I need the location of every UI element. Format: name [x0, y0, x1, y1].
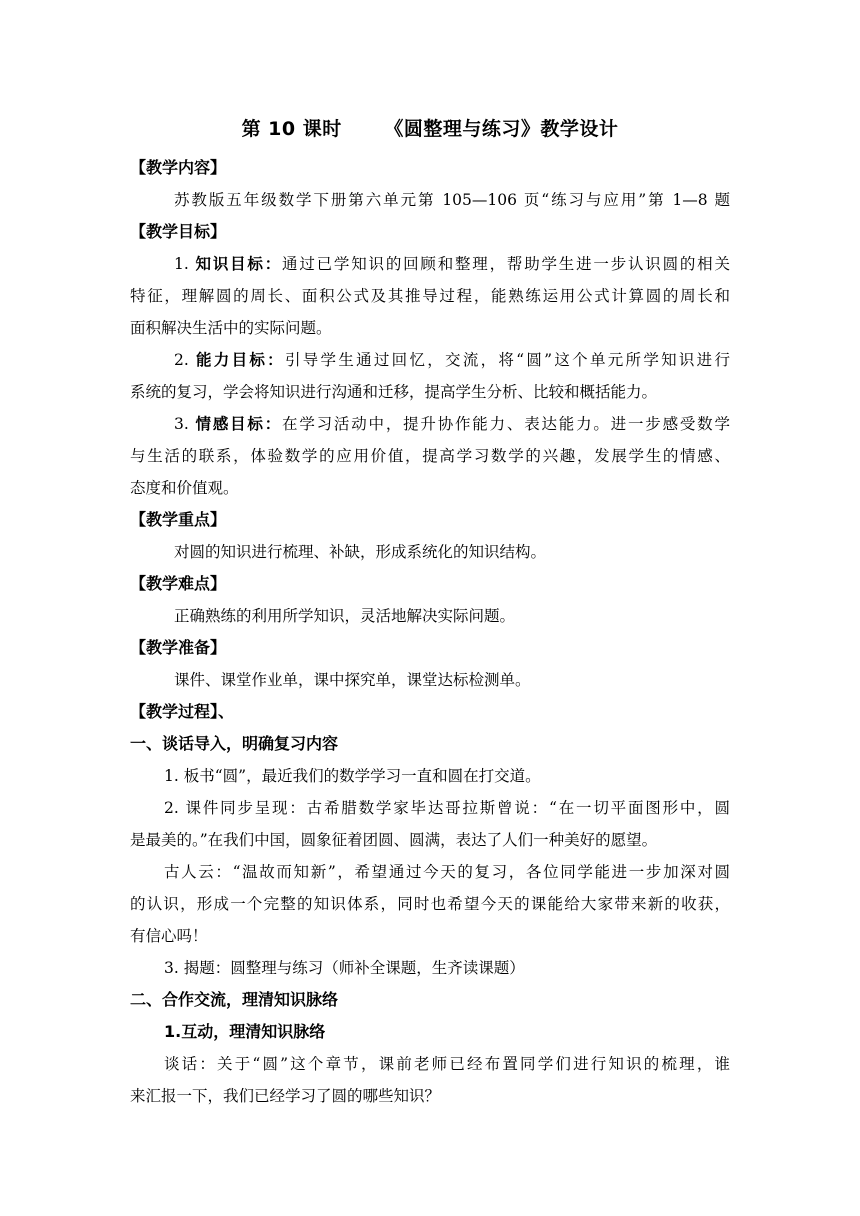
page-title: 第 10 课时 《圆整理与练习》教学设计	[241, 118, 619, 140]
key-points-text: 对圆的知识进行梳理、补缺，形成系统化的知识结构。	[174, 543, 547, 561]
objective-3-line-1: 3. 情感目标：在学习活动中，提升协作能力、表达能力。进一步感受数学	[174, 415, 730, 433]
objective-1-line-3: 面积解决生活中的实际问题。	[130, 319, 332, 337]
section-1-p2-line-1: 2. 课件同步呈现：古希腊数学家毕达哥拉斯曾说：“在一切平面图形中，圆	[164, 799, 730, 817]
section-1-p3-line-3: 有信心吗！	[130, 927, 208, 945]
objective-2-line-2: 系统的复习，学会将知识进行沟通和迁移，提高学生分析、比较和概括能力。	[130, 383, 658, 401]
objective-3-line-2: 与生活的联系，体验数学的应用价值，提高学习数学的兴趣，发展学生的情感、	[130, 447, 730, 465]
section-1-p2-line-2: 是最美的。”在我们中国，圆象征着团圆、圆满，表达了人们一种美好的愿望。	[130, 831, 658, 849]
section-1-title: 一、谈话导入，明确复习内容	[130, 734, 339, 753]
objective-1-line-2: 特征，理解圆的周长、面积公式及其推导过程，能熟练运用公式计算圆的周长和	[130, 287, 730, 305]
objective-1-label: 知识目标：	[195, 255, 283, 273]
heading-objectives: 【教学目标】	[130, 222, 227, 241]
section-2-p1-line-2: 来汇报一下，我们已经学习了圆的哪些知识？	[130, 1087, 441, 1105]
objective-3-line-3: 态度和价值观。	[130, 479, 239, 497]
objective-1-line-1: 1. 知识目标：通过已学知识的回顾和整理，帮助学生进一步认识圆的相关	[174, 255, 730, 273]
section-1-p3-line-1: 古人云：“温故而知新”，希望通过今天的复习，各位同学能进一步加深对圆	[164, 863, 730, 881]
heading-process: 【教学过程】、	[130, 702, 235, 721]
objective-3-label: 情感目标：	[195, 415, 283, 433]
section-1-p4: 3. 揭题：圆整理与练习（师补全课题，生齐读课题）	[164, 959, 525, 977]
section-2-title: 二、合作交流，理清知识脉络	[130, 990, 339, 1009]
heading-preparation: 【教学准备】	[130, 638, 227, 657]
section-1-p1: 1. 板书“圆”，最近我们的数学学习一直和圆在打交道。	[164, 767, 541, 785]
difficulties-text: 正确熟练的利用所学知识，灵活地解决实际问题。	[174, 607, 516, 625]
preparation-text: 课件、课堂作业单，课中探究单，课堂达标检测单。	[174, 671, 531, 689]
section-2-subtitle: 1.互动，理清知识脉络	[164, 1022, 326, 1041]
objective-2-line-1: 2. 能力目标：引导学生通过回忆，交流，将“圆”这个单元所学知识进行	[174, 351, 730, 369]
section-2-p1-line-1: 谈话：关于“圆”这个章节，课前老师已经布置同学们进行知识的梳理，谁	[164, 1055, 730, 1073]
heading-difficulties: 【教学难点】	[130, 574, 227, 593]
objective-2-label: 能力目标：	[196, 351, 285, 369]
heading-content: 【教学内容】	[130, 158, 227, 177]
heading-key-points: 【教学重点】	[130, 510, 227, 529]
content-text: 苏教版五年级数学下册第六单元第 105—106 页“练习与应用”第 1—8 题	[174, 191, 730, 209]
section-1-p3-line-2: 的认识，形成一个完整的知识体系，同时也希望今天的课能给大家带来新的收获，	[130, 895, 730, 913]
